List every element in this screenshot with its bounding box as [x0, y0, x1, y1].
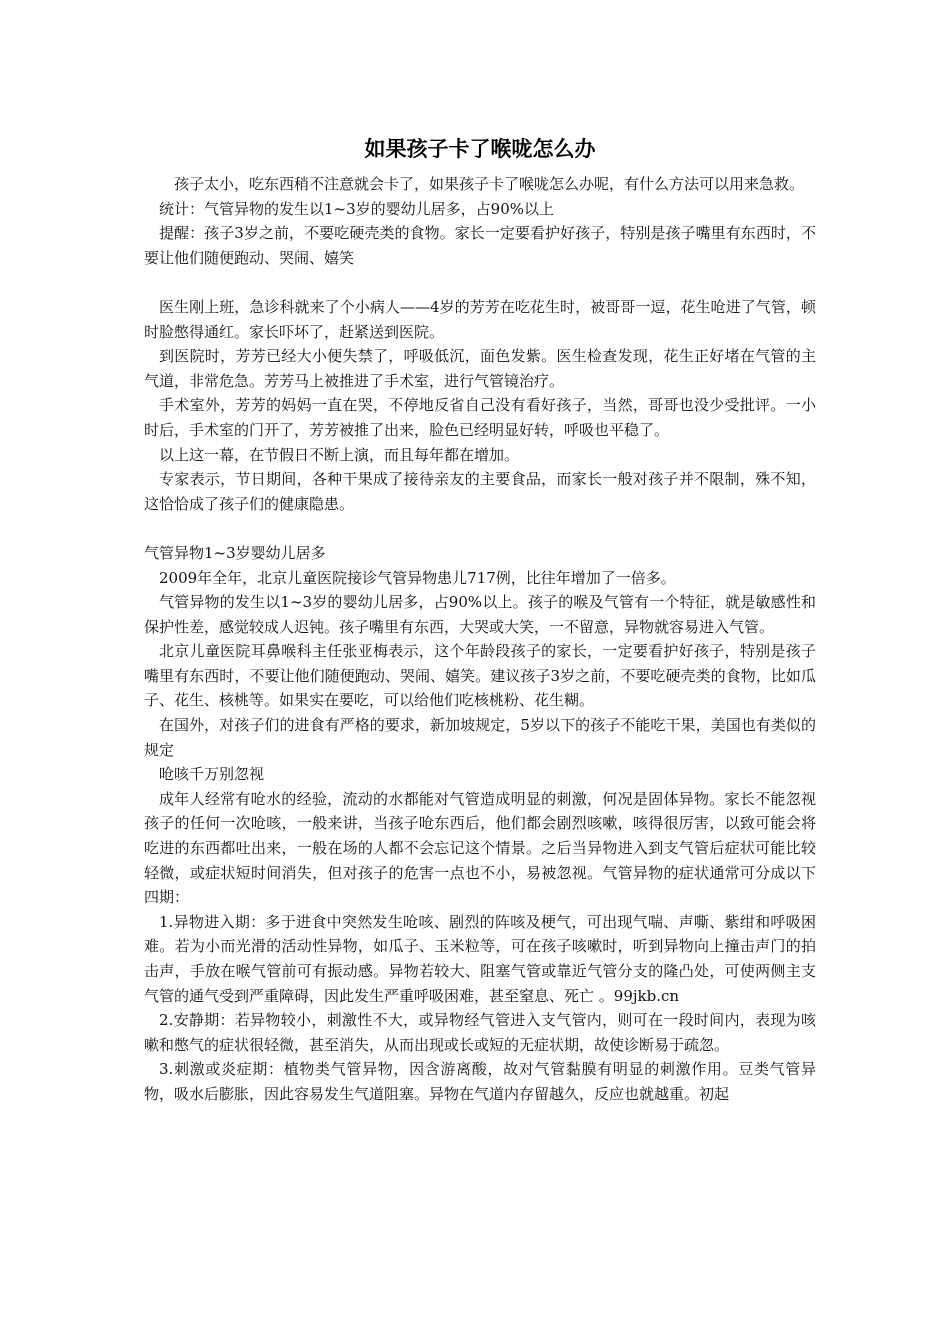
paragraph: 提醒：孩子3岁之前，不要吃硬壳类的食物。家长一定要看护好孩子，特别是孩子嘴里有东西时，不要让他们随便跑动、哭闹、嬉笑 — [144, 224, 816, 267]
blank-line — [144, 270, 816, 295]
paragraph: 医生刚上班，急诊科就来了个小病人——4岁的芳芳在吃花生时，被哥哥一逗，花生呛进了气管，顿时脸憋得通红。家长吓坏了，赶紧送到医院。 — [144, 297, 816, 341]
paragraph: 1.异物进入期：多于进食中突然发生呛咳、剧烈的阵咳及梗气，可出现气喘、声嘶、紫绀和呼吸困难。若为小而光滑的活动性异物，如瓜子、玉米粒等，可在孩子咳嗽时，听到异物向上撞击声门的拍击声，手放在喉气管前可有振动感。异物若较大、阻塞气管或靠近气管分支的隆凸处，可使两侧主支气管的通气受到严重障碍，因此发生严重呼吸困难，甚至窒息、死亡 。99jkb.cn — [144, 912, 816, 1005]
document-page — [144, 132, 816, 1107]
paragraph: 3.刺激或炎症期：植物类气管异物，因含游离酸，故对气管黏膜有明显的刺激作用。豆类气管异物，吸水后膨胀，因此容易发生气道阻塞。异物在气道内存留越久，反应也就越重。初起 — [144, 1060, 816, 1103]
document-body — [144, 172, 816, 1107]
paragraph: 北京儿童医院耳鼻喉科主任张亚梅表示，这个年龄段孩子的家长，一定要看护好孩子，特别是孩子嘴里有东西时，不要让他们随便跑动、哭闹、嬉笑。建议孩子3岁之前，不要吃硬壳类的食物，比如瓜子、花生、核桃等。如果实在要吃，可以给他们吃核桃粉、花生糊。 — [144, 642, 816, 710]
paragraph: 在国外，对孩子们的进食有严格的要求，新加坡规定，5岁以下的孩子不能吃干果，美国也有类似的规定 — [144, 716, 816, 759]
document-title: 如果孩子卡了喉咙怎么办 — [364, 137, 596, 161]
paragraph: 到医院时，芳芳已经大小便失禁了，呼吸低沉，面色发紫。医生检查发现，花生正好堵在气管的主气道，非常危急。芳芳马上被推进了手术室，进行气管镜治疗。 — [144, 347, 816, 390]
paragraph: 以上这一幕，在节假日不断上演，而且每年都在增加。 — [159, 445, 520, 464]
paragraph: 手术室外，芳芳的妈妈一直在哭，不停地反省自己没有看好孩子，当然，哥哥也没少受批评。一小时后，手术室的门开了，芳芳被推了出来，脸色已经明显好转，呼吸也平稳了。 — [144, 396, 816, 439]
section-heading: 气管异物1~3岁婴幼儿居多 — [144, 543, 326, 562]
paragraph: 呛咳千万别忽视 — [159, 765, 265, 784]
paragraph: 统计：气管异物的发生以1~3岁的婴幼儿居多，占90%以上 — [159, 199, 554, 218]
paragraph: 孩子太小，吃东西稍不注意就会卡了，如果孩子卡了喉咙怎么办呢，有什么方法可以用来急救。 — [174, 175, 805, 193]
paragraph: 2009年全年，北京儿童医院接诊气管异物患儿717例，比往年增加了一倍多。 — [159, 568, 676, 587]
paragraph: 专家表示，节日期间，各种干果成了接待亲友的主要食品，而家长一般对孩子并不限制，殊不知，这恰恰成了孩子们的健康隐患。 — [144, 470, 816, 513]
paragraph: 气管异物的发生以1~3岁的婴幼儿居多，占90%以上。孩子的喉及气管有一个特征，就是敏感性和保护性差，感觉较成人迟钝。孩子嘴里有东西，大哭或大笑，一不留意，异物就容易进入气管。 — [144, 593, 816, 636]
blank-line — [144, 516, 816, 541]
paragraph: 成年人经常有呛水的经验，流动的水都能对气管造成明显的刺激，何况是固体异物。家长不能忽视孩子的任何一次呛咳，一般来讲，当孩子呛东西后，他们都会剧烈咳嗽，咳得很厉害，以致可能会将吃进的东西都吐出来，一般在场的人都不会忘记这个情景。之后当异物进入到支气管后症状可能比较轻微，或症状短时间消失，但对孩子的危害一点也不小，易被忽视。气管异物的症状通常可分成以下四期： — [144, 789, 816, 907]
paragraph: 2.安静期：若异物较小，刺激性不大，或异物经气管进入支气管内，则可在一段时间内，表现为咳嗽和憋气的症状很轻微，甚至消失，从而出现或长或短的无症状期，故使诊断易于疏忽。 — [144, 1011, 816, 1054]
